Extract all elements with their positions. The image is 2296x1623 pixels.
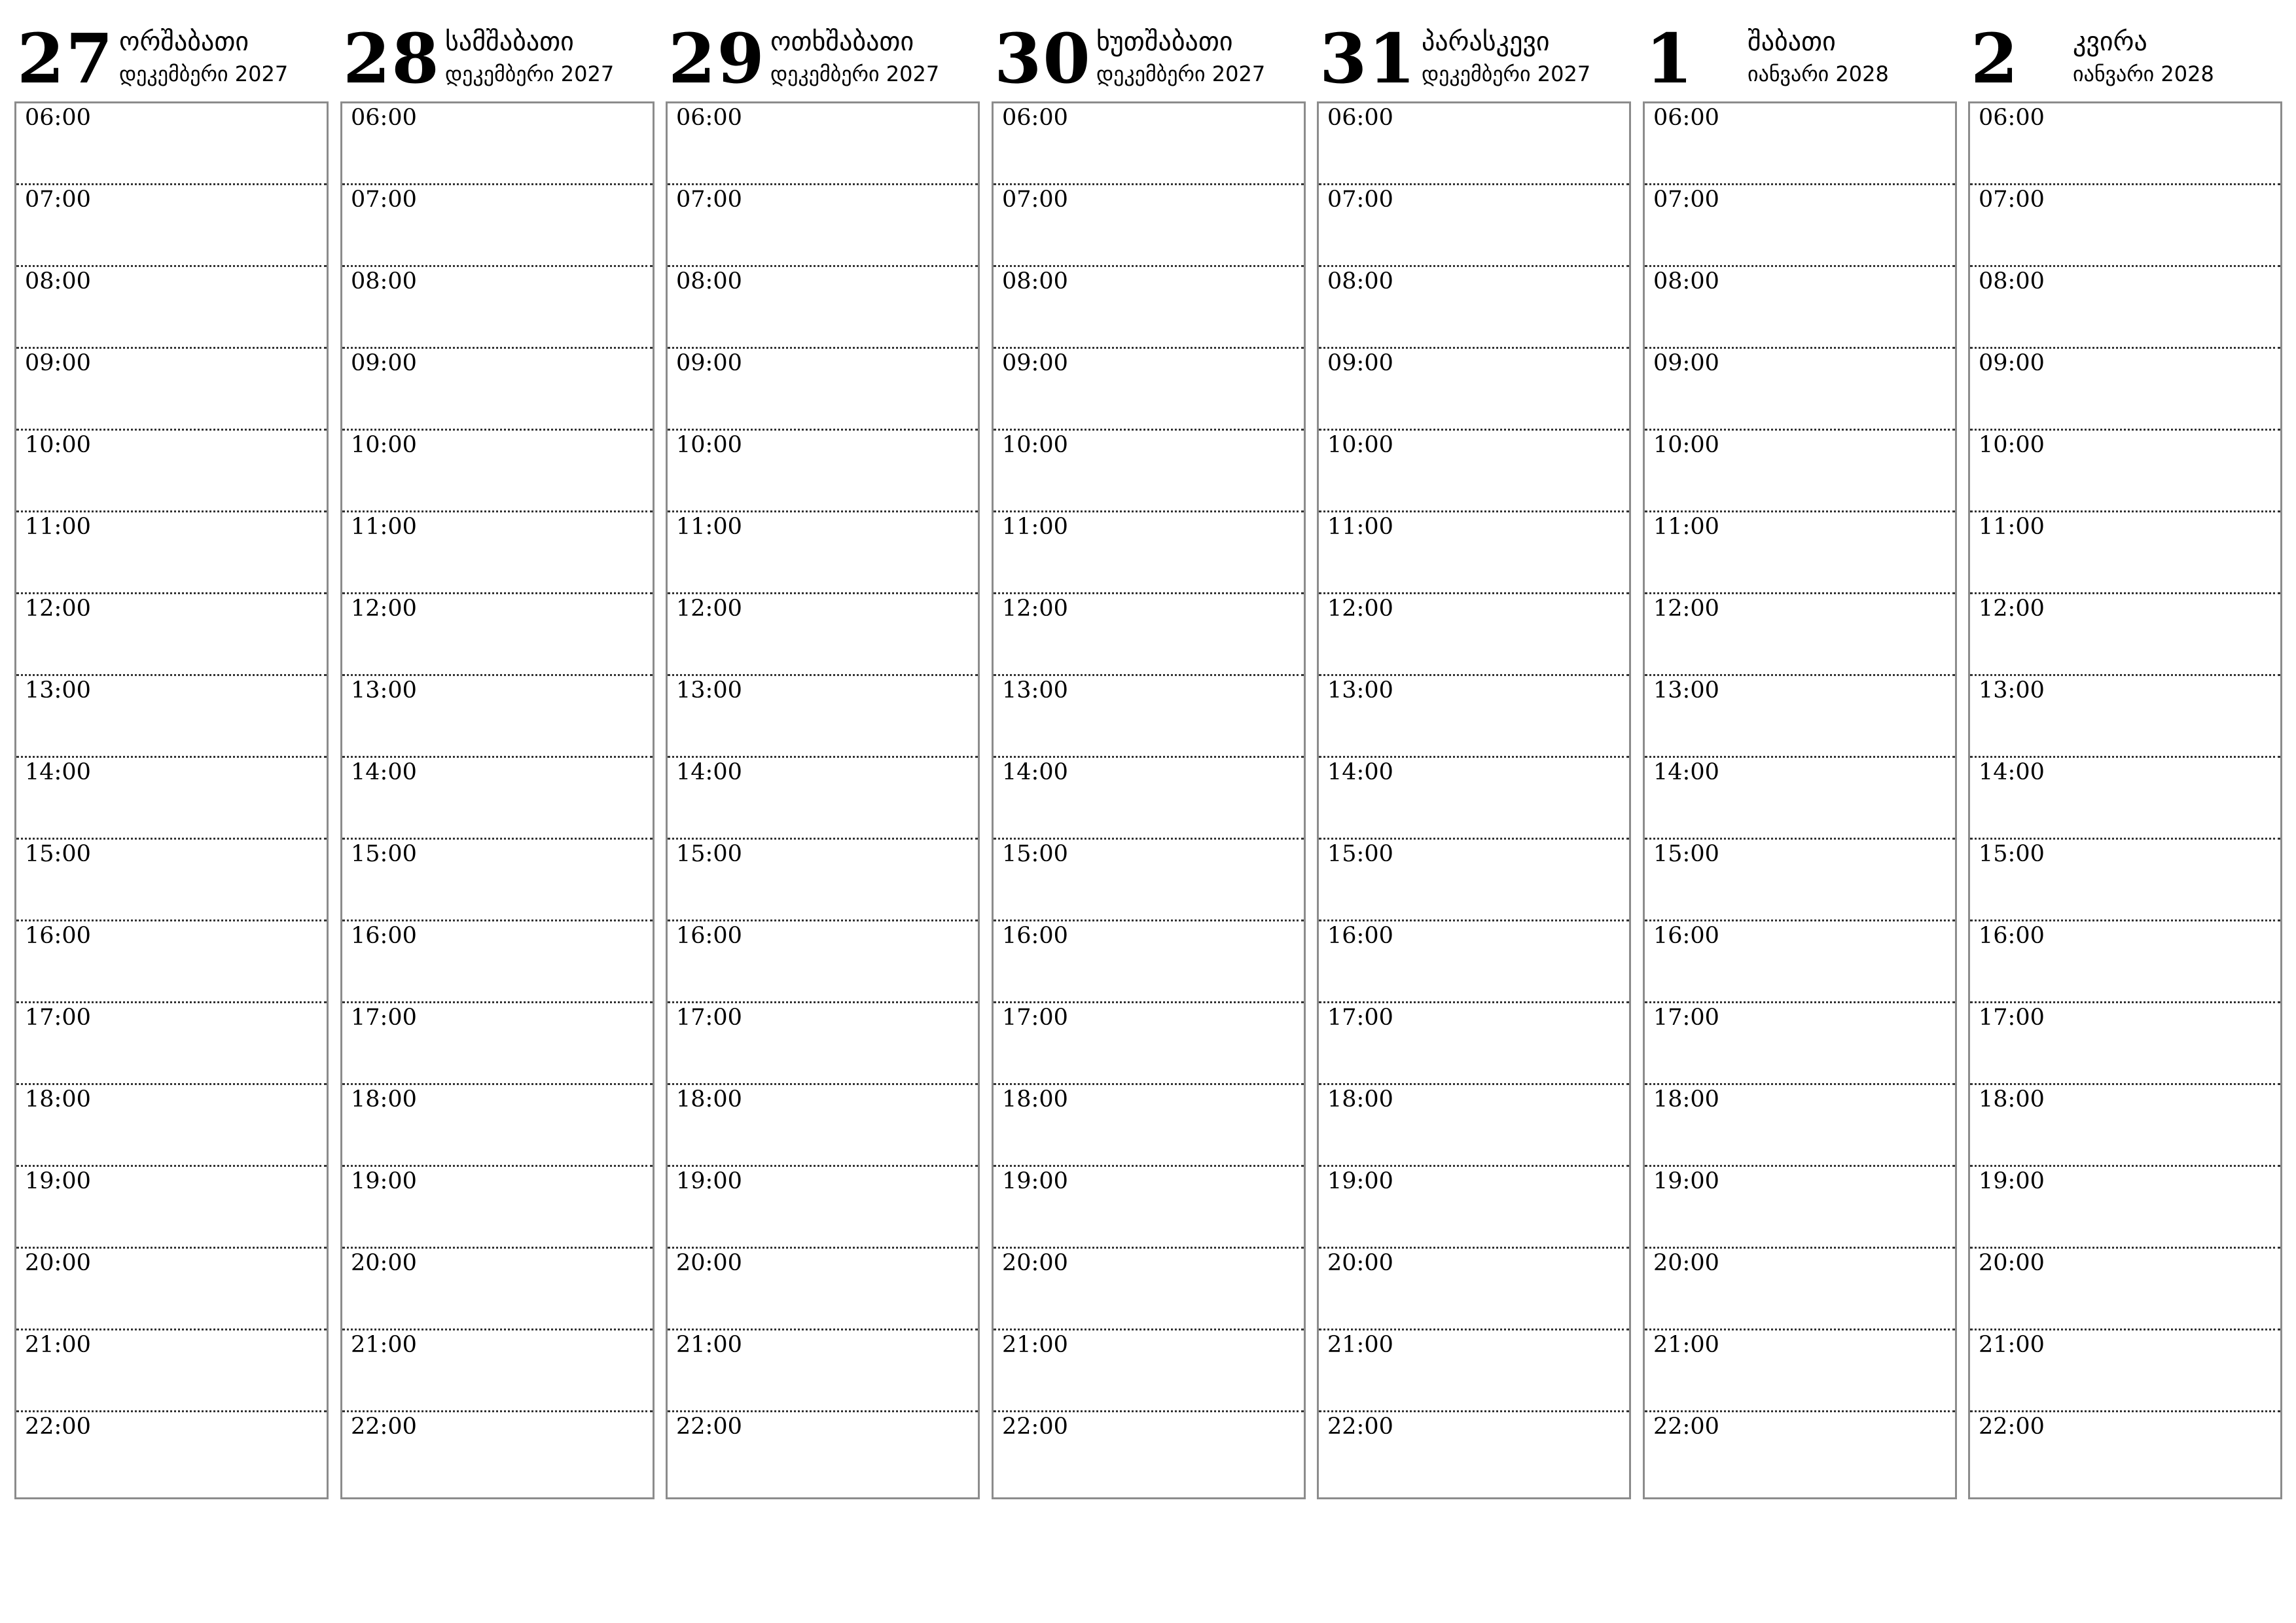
time-label: 12:00	[25, 596, 91, 622]
time-label: 08:00	[676, 268, 742, 294]
time-label: 10:00	[25, 432, 91, 458]
time-slot	[668, 1003, 978, 1085]
day-number: 31	[1319, 18, 1417, 99]
time-label: 07:00	[1327, 187, 1393, 213]
time-label: 18:00	[1653, 1086, 1719, 1113]
time-slot	[1970, 267, 2280, 349]
day-header	[1968, 20, 2281, 101]
time-label: 06:00	[25, 105, 91, 131]
day-column	[666, 20, 978, 1499]
time-slot	[668, 267, 978, 349]
time-label: 09:00	[1979, 350, 2045, 376]
day-schedule-box	[1643, 101, 1957, 1499]
time-label: 07:00	[351, 187, 417, 213]
time-slot	[1970, 1330, 2280, 1412]
time-slot	[1645, 349, 1955, 431]
time-label: 14:00	[1002, 759, 1068, 785]
time-slot	[16, 840, 327, 921]
day-column	[340, 20, 653, 1499]
time-slot	[1319, 1412, 1629, 1494]
time-label: 19:00	[1327, 1168, 1393, 1194]
time-slot	[16, 1167, 327, 1249]
time-slot	[342, 840, 653, 921]
time-label: 20:00	[1002, 1250, 1068, 1276]
day-header	[1643, 20, 1956, 101]
weekly-planner	[14, 20, 2292, 1499]
time-label: 20:00	[1327, 1250, 1393, 1276]
time-label: 20:00	[351, 1250, 417, 1276]
day-number: 30	[994, 18, 1092, 99]
time-slot	[1970, 1249, 2280, 1330]
time-label: 21:00	[1002, 1332, 1068, 1358]
time-slot	[1970, 1003, 2280, 1085]
time-slot	[1970, 512, 2280, 594]
time-label: 13:00	[351, 677, 417, 704]
time-label: 21:00	[676, 1332, 742, 1358]
month-year-label: დეკემბერი 2027	[1422, 62, 1591, 86]
time-slot	[1319, 676, 1629, 758]
time-slot	[1645, 1249, 1955, 1330]
time-label: 17:00	[1002, 1005, 1068, 1031]
time-label: 14:00	[25, 759, 91, 785]
time-label: 19:00	[25, 1168, 91, 1194]
time-slot	[342, 594, 653, 676]
time-slot	[16, 267, 327, 349]
day-header	[340, 20, 653, 101]
time-label: 15:00	[351, 841, 417, 867]
time-slot	[1319, 512, 1629, 594]
time-slot	[1319, 758, 1629, 840]
time-slot	[342, 676, 653, 758]
time-label: 09:00	[1002, 350, 1068, 376]
month-year-label: იანვარი 2028	[2073, 62, 2214, 86]
time-slot	[342, 1085, 653, 1167]
time-label: 12:00	[1327, 596, 1393, 622]
time-label: 22:00	[1653, 1414, 1719, 1440]
time-slot	[342, 1167, 653, 1249]
time-label: 10:00	[1653, 432, 1719, 458]
time-slot	[994, 1167, 1304, 1249]
time-label: 18:00	[1979, 1086, 2045, 1113]
time-label: 19:00	[351, 1168, 417, 1194]
time-slot	[16, 1003, 327, 1085]
time-label: 12:00	[351, 596, 417, 622]
time-label: 16:00	[1002, 923, 1068, 949]
time-slot	[16, 103, 327, 185]
time-label: 14:00	[1327, 759, 1393, 785]
time-label: 13:00	[1653, 677, 1719, 704]
day-column	[1643, 20, 1956, 1499]
time-slot	[1970, 1167, 2280, 1249]
time-label: 18:00	[1002, 1086, 1068, 1113]
time-label: 09:00	[1327, 350, 1393, 376]
day-schedule-box	[14, 101, 329, 1499]
time-label: 07:00	[1002, 187, 1068, 213]
time-slot	[342, 1330, 653, 1412]
time-slot	[994, 431, 1304, 512]
time-label: 08:00	[1002, 268, 1068, 294]
time-label: 17:00	[1327, 1005, 1393, 1031]
time-slot	[1645, 1085, 1955, 1167]
time-slot	[994, 512, 1304, 594]
time-label: 08:00	[25, 268, 91, 294]
time-label: 06:00	[1327, 105, 1393, 131]
time-label: 11:00	[351, 514, 417, 540]
time-label: 20:00	[1979, 1250, 2045, 1276]
time-label: 07:00	[1653, 187, 1719, 213]
time-slot	[668, 921, 978, 1003]
time-slot	[1319, 840, 1629, 921]
time-slot	[994, 349, 1304, 431]
day-number: 29	[668, 18, 766, 99]
time-slot	[1319, 431, 1629, 512]
time-slot	[16, 758, 327, 840]
time-label: 10:00	[351, 432, 417, 458]
time-label: 11:00	[1327, 514, 1393, 540]
weekday-name: შაბათი	[1748, 27, 1836, 57]
time-label: 16:00	[1653, 923, 1719, 949]
time-label: 16:00	[1327, 923, 1393, 949]
time-label: 12:00	[1653, 596, 1719, 622]
day-column	[1968, 20, 2281, 1499]
time-slot	[342, 185, 653, 267]
time-slot	[1319, 921, 1629, 1003]
time-label: 20:00	[25, 1250, 91, 1276]
time-slot	[16, 1085, 327, 1167]
time-slot	[16, 1330, 327, 1412]
time-label: 07:00	[1979, 187, 2045, 213]
time-label: 09:00	[676, 350, 742, 376]
time-slot	[1319, 1249, 1629, 1330]
time-slot	[1645, 1167, 1955, 1249]
time-slot	[1645, 1003, 1955, 1085]
time-slot	[1970, 103, 2280, 185]
time-label: 17:00	[1979, 1005, 2045, 1031]
time-slot	[1319, 185, 1629, 267]
time-label: 19:00	[1979, 1168, 2045, 1194]
time-label: 07:00	[676, 187, 742, 213]
time-slot	[1970, 921, 2280, 1003]
time-label: 14:00	[1979, 759, 2045, 785]
time-label: 16:00	[351, 923, 417, 949]
time-slot	[668, 1330, 978, 1412]
time-slot	[1970, 185, 2280, 267]
day-header	[14, 20, 327, 101]
time-label: 15:00	[1002, 841, 1068, 867]
time-slot	[1970, 676, 2280, 758]
time-slot	[16, 594, 327, 676]
time-label: 06:00	[351, 105, 417, 131]
time-slot	[1645, 185, 1955, 267]
time-slot	[342, 758, 653, 840]
day-schedule-box	[666, 101, 980, 1499]
day-column	[14, 20, 327, 1499]
time-label: 20:00	[676, 1250, 742, 1276]
time-label: 13:00	[1002, 677, 1068, 704]
time-slot	[994, 594, 1304, 676]
time-slot	[342, 1003, 653, 1085]
time-label: 18:00	[1327, 1086, 1393, 1113]
time-label: 10:00	[676, 432, 742, 458]
time-label: 14:00	[351, 759, 417, 785]
time-label: 08:00	[1979, 268, 2045, 294]
time-label: 15:00	[676, 841, 742, 867]
day-column	[992, 20, 1304, 1499]
day-number: 27	[17, 18, 115, 99]
day-number: 28	[343, 18, 440, 99]
time-label: 11:00	[676, 514, 742, 540]
time-slot	[342, 431, 653, 512]
day-schedule-box	[1968, 101, 2282, 1499]
time-slot	[668, 103, 978, 185]
day-schedule-box	[992, 101, 1306, 1499]
time-label: 06:00	[1002, 105, 1068, 131]
day-number: 2	[1971, 18, 2020, 99]
time-slot	[994, 1085, 1304, 1167]
time-label: 22:00	[25, 1414, 91, 1440]
weekday-name: კვირა	[2073, 27, 2147, 57]
day-schedule-box	[340, 101, 655, 1499]
time-label: 14:00	[1653, 759, 1719, 785]
time-slot	[342, 103, 653, 185]
time-label: 09:00	[25, 350, 91, 376]
time-label: 06:00	[676, 105, 742, 131]
weekday-name: სამშაბათი	[445, 27, 574, 57]
time-label: 15:00	[25, 841, 91, 867]
time-label: 22:00	[1327, 1414, 1393, 1440]
time-slot	[16, 185, 327, 267]
time-label: 10:00	[1979, 432, 2045, 458]
time-slot	[1645, 267, 1955, 349]
time-slot	[16, 512, 327, 594]
time-slot	[342, 512, 653, 594]
time-label: 08:00	[1653, 268, 1719, 294]
month-year-label: დეკემბერი 2027	[119, 62, 289, 86]
time-slot	[668, 349, 978, 431]
time-slot	[16, 921, 327, 1003]
time-slot	[1645, 1412, 1955, 1494]
weekday-name: ხუთშაბათი	[1096, 27, 1233, 57]
time-label: 18:00	[676, 1086, 742, 1113]
time-slot	[994, 840, 1304, 921]
time-slot	[994, 921, 1304, 1003]
time-slot	[1645, 676, 1955, 758]
time-slot	[1645, 512, 1955, 594]
time-slot	[342, 267, 653, 349]
time-label: 17:00	[676, 1005, 742, 1031]
time-label: 21:00	[1979, 1332, 2045, 1358]
time-label: 12:00	[1979, 596, 2045, 622]
day-number: 1	[1645, 18, 1695, 99]
time-slot	[994, 1249, 1304, 1330]
time-slot	[1319, 1330, 1629, 1412]
time-slot	[1970, 1085, 2280, 1167]
month-year-label: დეკემბერი 2027	[770, 62, 940, 86]
time-slot	[668, 1249, 978, 1330]
time-slot	[668, 594, 978, 676]
time-label: 21:00	[25, 1332, 91, 1358]
time-label: 21:00	[1653, 1332, 1719, 1358]
time-label: 22:00	[351, 1414, 417, 1440]
time-slot	[1319, 594, 1629, 676]
time-label: 12:00	[1002, 596, 1068, 622]
time-slot	[994, 185, 1304, 267]
time-slot	[1970, 840, 2280, 921]
time-slot	[1645, 103, 1955, 185]
time-slot	[1319, 349, 1629, 431]
time-slot	[1319, 1003, 1629, 1085]
time-slot	[1319, 1167, 1629, 1249]
time-slot	[342, 349, 653, 431]
time-slot	[1970, 431, 2280, 512]
time-slot	[1970, 594, 2280, 676]
time-label: 16:00	[25, 923, 91, 949]
time-slot	[1645, 1330, 1955, 1412]
time-label: 19:00	[1653, 1168, 1719, 1194]
time-label: 21:00	[1327, 1332, 1393, 1358]
time-slot	[342, 1249, 653, 1330]
time-label: 08:00	[351, 268, 417, 294]
time-slot	[668, 1167, 978, 1249]
time-label: 18:00	[351, 1086, 417, 1113]
time-slot	[1645, 431, 1955, 512]
time-label: 19:00	[1002, 1168, 1068, 1194]
time-label: 12:00	[676, 596, 742, 622]
time-label: 10:00	[1327, 432, 1393, 458]
time-slot	[1319, 267, 1629, 349]
time-label: 13:00	[1327, 677, 1393, 704]
month-year-label: დეკემბერი 2027	[445, 62, 615, 86]
time-slot	[342, 1412, 653, 1494]
time-label: 09:00	[1653, 350, 1719, 376]
time-label: 15:00	[1979, 841, 2045, 867]
time-slot	[668, 1412, 978, 1494]
weekday-name: ოთხშაბათი	[770, 27, 914, 57]
time-label: 22:00	[1979, 1414, 2045, 1440]
weekday-name: პარასკევი	[1422, 27, 1550, 57]
time-label: 06:00	[1979, 105, 2045, 131]
time-label: 11:00	[1979, 514, 2045, 540]
month-year-label: დეკემბერი 2027	[1096, 62, 1266, 86]
time-label: 13:00	[1979, 677, 2045, 704]
time-slot	[1970, 1412, 2280, 1494]
time-slot	[668, 185, 978, 267]
time-slot	[994, 267, 1304, 349]
time-slot	[994, 1412, 1304, 1494]
month-year-label: იანვარი 2028	[1748, 62, 1889, 86]
time-slot	[1319, 1085, 1629, 1167]
time-label: 22:00	[676, 1414, 742, 1440]
time-label: 15:00	[1327, 841, 1393, 867]
time-label: 16:00	[1979, 923, 2045, 949]
day-header	[666, 20, 978, 101]
time-label: 17:00	[25, 1005, 91, 1031]
time-slot	[994, 758, 1304, 840]
time-label: 11:00	[1653, 514, 1719, 540]
time-slot	[668, 431, 978, 512]
time-label: 17:00	[351, 1005, 417, 1031]
time-slot	[16, 349, 327, 431]
time-slot	[668, 676, 978, 758]
time-slot	[1645, 921, 1955, 1003]
time-slot	[342, 921, 653, 1003]
day-header	[992, 20, 1304, 101]
time-label: 08:00	[1327, 268, 1393, 294]
time-slot	[16, 431, 327, 512]
time-label: 11:00	[1002, 514, 1068, 540]
time-slot	[668, 840, 978, 921]
time-label: 17:00	[1653, 1005, 1719, 1031]
time-label: 14:00	[676, 759, 742, 785]
time-label: 10:00	[1002, 432, 1068, 458]
time-label: 22:00	[1002, 1414, 1068, 1440]
time-slot	[1319, 103, 1629, 185]
time-label: 16:00	[676, 923, 742, 949]
time-slot	[994, 1003, 1304, 1085]
time-slot	[16, 1412, 327, 1494]
time-label: 15:00	[1653, 841, 1719, 867]
time-slot	[1645, 758, 1955, 840]
day-schedule-box	[1317, 101, 1631, 1499]
time-slot	[668, 512, 978, 594]
time-label: 07:00	[25, 187, 91, 213]
time-slot	[1645, 840, 1955, 921]
time-label: 20:00	[1653, 1250, 1719, 1276]
time-label: 19:00	[676, 1168, 742, 1194]
time-label: 06:00	[1653, 105, 1719, 131]
time-slot	[1970, 349, 2280, 431]
weekday-name: ორშაბათი	[119, 27, 249, 57]
time-slot	[1970, 758, 2280, 840]
day-column	[1317, 20, 1630, 1499]
time-slot	[16, 676, 327, 758]
time-slot	[668, 1085, 978, 1167]
time-label: 11:00	[25, 514, 91, 540]
time-slot	[668, 758, 978, 840]
time-label: 09:00	[351, 350, 417, 376]
time-label: 21:00	[351, 1332, 417, 1358]
day-header	[1317, 20, 1630, 101]
time-slot	[16, 1249, 327, 1330]
time-slot	[1645, 594, 1955, 676]
time-slot	[994, 103, 1304, 185]
time-label: 18:00	[25, 1086, 91, 1113]
time-slot	[994, 1330, 1304, 1412]
time-label: 13:00	[25, 677, 91, 704]
time-label: 13:00	[676, 677, 742, 704]
time-slot	[994, 676, 1304, 758]
